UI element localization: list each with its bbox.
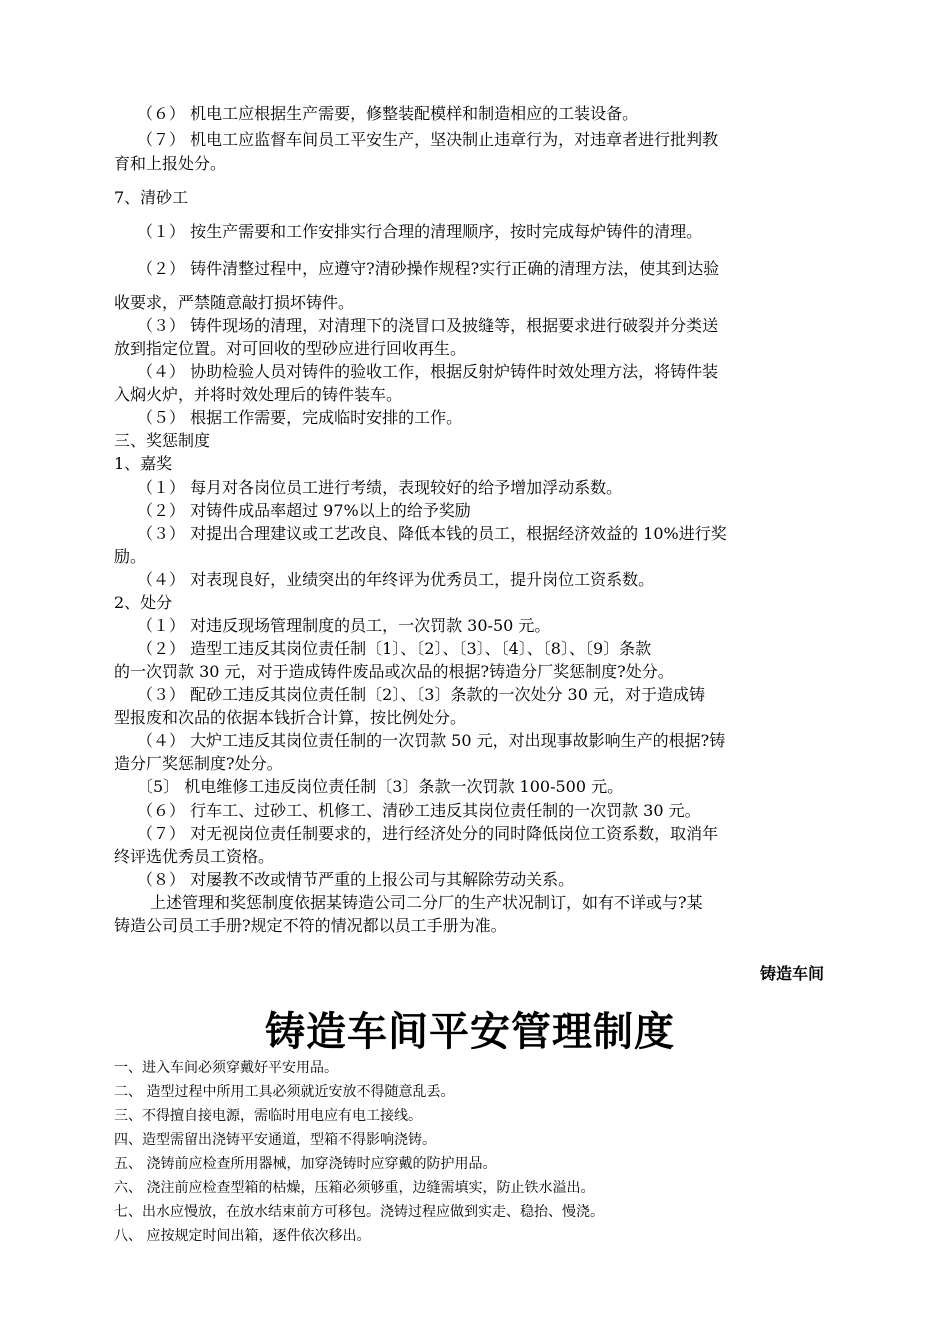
rule-item: 二、 造型过程中所用工具必须就近安放不得随意乱丢。: [114, 1084, 455, 1100]
list-item: （４） 对表现良好，业绩突出的年终评为优秀员工，提升岗位工资系数。: [137, 570, 655, 589]
list-item-continuation: 终评选优秀员工资格。: [114, 847, 275, 866]
paragraph-line: （６） 机电工应根据生产需要，修整装配模样和制造相应的工装设备。: [137, 104, 639, 123]
section-heading: 三、奖惩制度: [114, 431, 211, 450]
list-item: （３） 铸件现场的清理，对清理下的浇冒口及披缝等，根据要求进行破裂并分类送: [137, 316, 719, 335]
section-heading: 7、清砂工: [114, 188, 189, 207]
rule-item: 四、造型需留出浇铸平安通道，型箱不得影响浇铸。: [114, 1132, 436, 1148]
signature: 铸造车间: [759, 964, 824, 983]
rule-item: 三、不得擅自接电源，需临时用电应有电工接线。: [114, 1108, 422, 1124]
list-item: （６） 行车工、过砂工、机修工、清砂工违反其岗位责任制的一次罚款 30 元。: [137, 801, 701, 820]
paragraph-line: （７） 机电工应监督车间员工平安生产，坚决制止违章行为，对违章者进行批判教: [137, 130, 719, 149]
rule-item: 六、 浇注前应检查型箱的枯燥，压箱必须够重，边缝需填实，防止铁水溢出。: [114, 1180, 595, 1196]
rule-item: 一、进入车间必须穿戴好平安用品。: [114, 1060, 338, 1076]
list-item: （２） 铸件清整过程中，应遵守?清砂操作规程?实行正确的清理方法，使其到达验: [137, 259, 720, 278]
paragraph-line: 育和上报处分。: [114, 154, 227, 173]
closing-paragraph-continuation: 铸造公司员工手册?规定不符的情况都以员工手册为准。: [114, 916, 507, 935]
rule-item: 八、 应按规定时间出箱，逐件依次移出。: [114, 1228, 371, 1244]
list-item: （５） 根据工作需要，完成临时安排的工作。: [137, 408, 463, 427]
list-item: （２） 对铸件成品率超过 97%以上的给予奖励: [137, 501, 471, 520]
list-item: （１） 按生产需要和工作安排实行合理的清理顺序，按时完成每炉铸件的清理。: [137, 222, 703, 241]
subsection-heading: 2、处分: [114, 593, 173, 612]
list-item-continuation: 收要求，严禁随意敲打损坏铸件。: [114, 293, 355, 312]
subsection-heading: 1、嘉奖: [114, 454, 173, 473]
rule-item: 七、出水应慢放，在放水结束前方可移包。浇铸过程应做到实走、稳抬、慢浇。: [114, 1204, 604, 1220]
list-item: （４） 协助检验人员对铸件的验收工作，根据反射炉铸件时效处理方法，将铸件装: [137, 362, 719, 381]
list-item: （４） 大炉工违反其岗位责任制的一次罚款 50 元，对出现事故影响生产的根据?铸: [137, 731, 726, 750]
list-item: 〔5〕 机电维修工违反岗位责任制〔3〕条款一次罚款 100-500 元。: [137, 777, 624, 796]
list-item: （２） 造型工违反其岗位责任制〔1〕、〔2〕、〔3〕、〔4〕、〔8〕、〔9〕条款: [137, 639, 652, 658]
list-item-continuation: 型报废和次品的依据本钱折合计算，按比例处分。: [114, 708, 467, 727]
list-item: （３） 对提出合理建议或工艺改良、降低本钱的员工，根据经济效益的 10%进行奖: [137, 524, 727, 543]
page-title: 铸造车间平安管理制度: [265, 1009, 675, 1055]
list-item-continuation: 入焖火炉，并将时效处理后的铸件装车。: [114, 385, 403, 404]
list-item-continuation: 放到指定位置。对可回收的型砂应进行回收再生。: [114, 339, 467, 358]
list-item-continuation: 励。: [114, 547, 147, 566]
list-item: （８） 对屡教不改或情节严重的上报公司与其解除劳动关系。: [137, 870, 575, 889]
list-item: （３） 配砂工违反其岗位责任制〔2〕、〔3〕条款的一次处分 30 元，对于造成铸: [137, 685, 705, 704]
list-item: （１） 每月对各岗位员工进行考绩，表现较好的给予增加浮动系数。: [137, 478, 623, 497]
list-item: （７） 对无视岗位责任制要求的，进行经济处分的同时降低岗位工资系数，取消年: [137, 824, 719, 843]
list-item-continuation: 造分厂奖惩制度?处分。: [114, 754, 283, 773]
list-item: （１） 对违反现场管理制度的员工，一次罚款 30-50 元。: [137, 616, 551, 635]
rule-item: 五、 浇铸前应检查所用器械，加穿浇铸时应穿戴的防护用品。: [114, 1156, 497, 1172]
closing-paragraph: 上述管理和奖惩制度依据某铸造公司二分厂的生产状况制订，如有不详或与?某: [150, 893, 703, 912]
list-item-continuation: 的一次罚款 30 元，对于造成铸件废品或次品的根据?铸造分厂奖惩制度?处分。: [114, 662, 674, 681]
